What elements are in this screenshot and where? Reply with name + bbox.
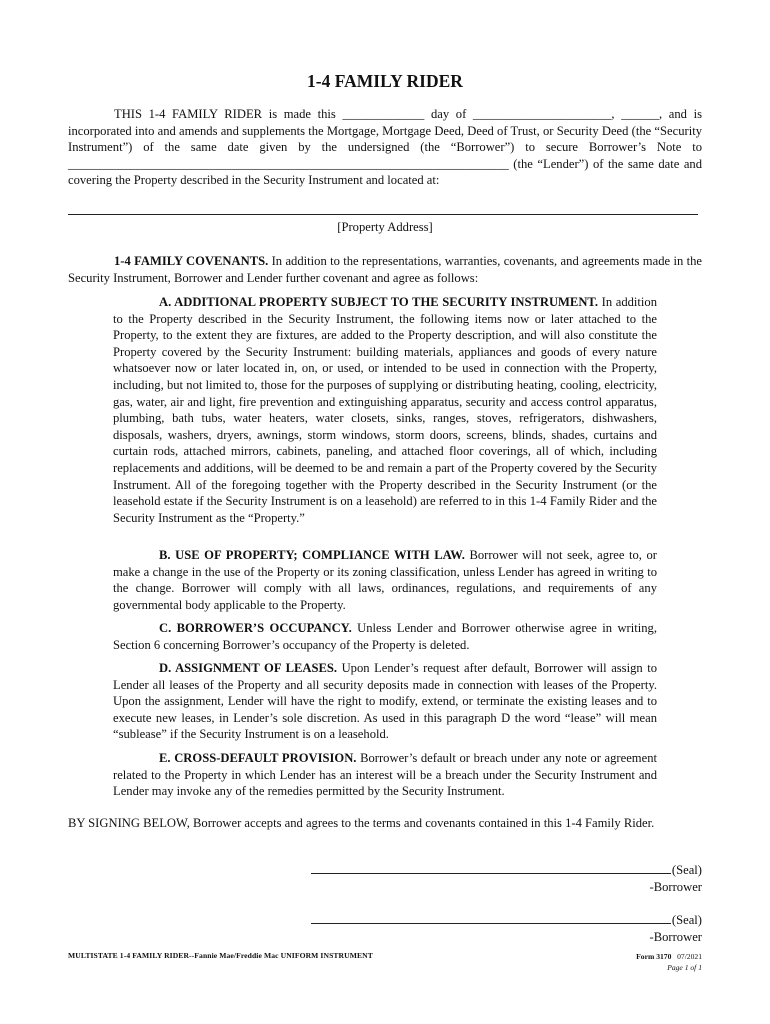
section-d	[113, 660, 657, 743]
section-a-heading: A. ADDITIONAL PROPERTY SUBJECT TO THE SECURITY INSTRUMENT.	[159, 295, 599, 309]
borrower-label-1: -Borrower	[649, 880, 702, 894]
section-c	[113, 620, 657, 653]
borrower-label-2: -Borrower	[649, 930, 702, 944]
section-e-text: Borrower’s default or breach under any note or agreement related to the Property in which Lender has an interest will be a breach under the Security Instrument and Lender may invoke any of the remedies permitted by the Security Instrument.	[113, 751, 657, 799]
footer-page-number: Page 1 of 1	[667, 963, 702, 972]
section-a-text: In addition to the Property described in the Security Instrument, the following items now or later attached to the Property, to the extent they are fixtures, are added to the Property description, and will also constitute the Property covered by the Security Instrument: building materials, appliances and goods of every nature whatsoever now or later located in, on, or used, or intended to be used in connection with the Property, including, but not limited to, those for the purposes of supplying or distributing heating, cooling, electricity, gas, water, air and light, fire prevention and extinguishing apparatus, security and access control apparatus, plumbing, bath tubs, water heaters, water closets, sinks, ranges, stoves, refrigerators, dishwashers, disposals, washers, dryers, awnings, storm windows, storm doors, screens, blinds, shades, curtains and curtain rods, attached mirrors, cabinets, paneling, and attached floor coverings, all of which, including replacements and additions, will be deemed to be and remain a part of the Property covered by the Security Instrument. All of the foregoing together with the Property described in the Security Instrument (or the leasehold estate if the Security Instrument is on a leasehold) are referred to in this 1-4 Family Rider and the Security Instrument as the “Property.”	[113, 295, 658, 525]
footer-form-info	[636, 951, 702, 973]
covenants-text: In addition to the representations, warranties, covenants, and agreements made in the Security Instrument, Borrower and Lender further covenant and agree as follows:	[68, 254, 702, 285]
signature-block-2	[311, 912, 702, 946]
section-c-text: Unless Lender and Borrower otherwise agree in writing, Section 6 concerning Borrower’s occupancy of the Property is deleted.	[113, 621, 657, 652]
signature-line-1[interactable]	[311, 862, 671, 874]
seal-label-2: (Seal)	[671, 913, 702, 927]
section-d-text: Upon Lender’s request after default, Borrower will assign to Lender all leases of the Property and all security deposits made in connection with leases of the Property. Upon the assignment, Lender will have the right to modify, extend, or terminate the existing leases and to execute new leases, in Lender’s sole discretion. As used in this paragraph D the word “lease” will mean “sublease” if the Security Instrument is on a leasehold.	[113, 661, 657, 742]
signature-line-2[interactable]	[311, 912, 671, 924]
signature-block-1	[311, 862, 702, 896]
covenants-paragraph	[68, 253, 702, 286]
section-b	[113, 547, 657, 613]
footer-instrument-name: MULTISTATE 1-4 FAMILY RIDER--Fannie Mae/Freddie Mac UNIFORM INSTRUMENT	[68, 951, 373, 960]
seal-label-1: (Seal)	[671, 863, 702, 877]
section-e	[113, 750, 657, 800]
section-b-heading: B. USE OF PROPERTY; COMPLIANCE WITH LAW.	[159, 548, 465, 562]
section-a	[113, 294, 657, 526]
intro-paragraph: THIS 1-4 FAMILY RIDER is made this _____________ day of ______________________, ______, and is incorporated into and amends and supplements the Mortgage, Mortgage Deed, Deed of Trust, or Security Deed (the “Security Instrument”) of the same date given by the undersigned (the “Borrower”) to secure Borrower’s Note to ______________________________________________________________________ (the “Lender”) of the same date and covering the Property described in the Security Instrument and located at:	[68, 107, 702, 188]
footer-form-date: 07/2021	[677, 952, 702, 961]
document-title: 1-4 FAMILY RIDER	[307, 71, 463, 91]
covenants-heading: 1-4 FAMILY COVENANTS.	[114, 254, 269, 268]
section-c-heading: C. BORROWER’S OCCUPANCY.	[159, 621, 352, 635]
signing-statement: BY SIGNING BELOW, Borrower accepts and agrees to the terms and covenants contained in this 1-4 Family Rider.	[68, 816, 655, 830]
footer-form-number: Form 3170	[636, 952, 672, 961]
section-e-heading: E. CROSS-DEFAULT PROVISION.	[159, 751, 357, 765]
property-address-label: [Property Address]	[337, 220, 433, 234]
section-d-heading: D. ASSIGNMENT OF LEASES.	[159, 661, 338, 675]
section-b-text: Borrower will not seek, agree to, or make a change in the use of the Property or its zoning classification, unless Lender has agreed in writing to the change. Borrower will comply with all laws, ordinances, regulations, and requirements of any governmental body applicable to the Property.	[113, 548, 657, 612]
property-address-line	[68, 214, 698, 215]
